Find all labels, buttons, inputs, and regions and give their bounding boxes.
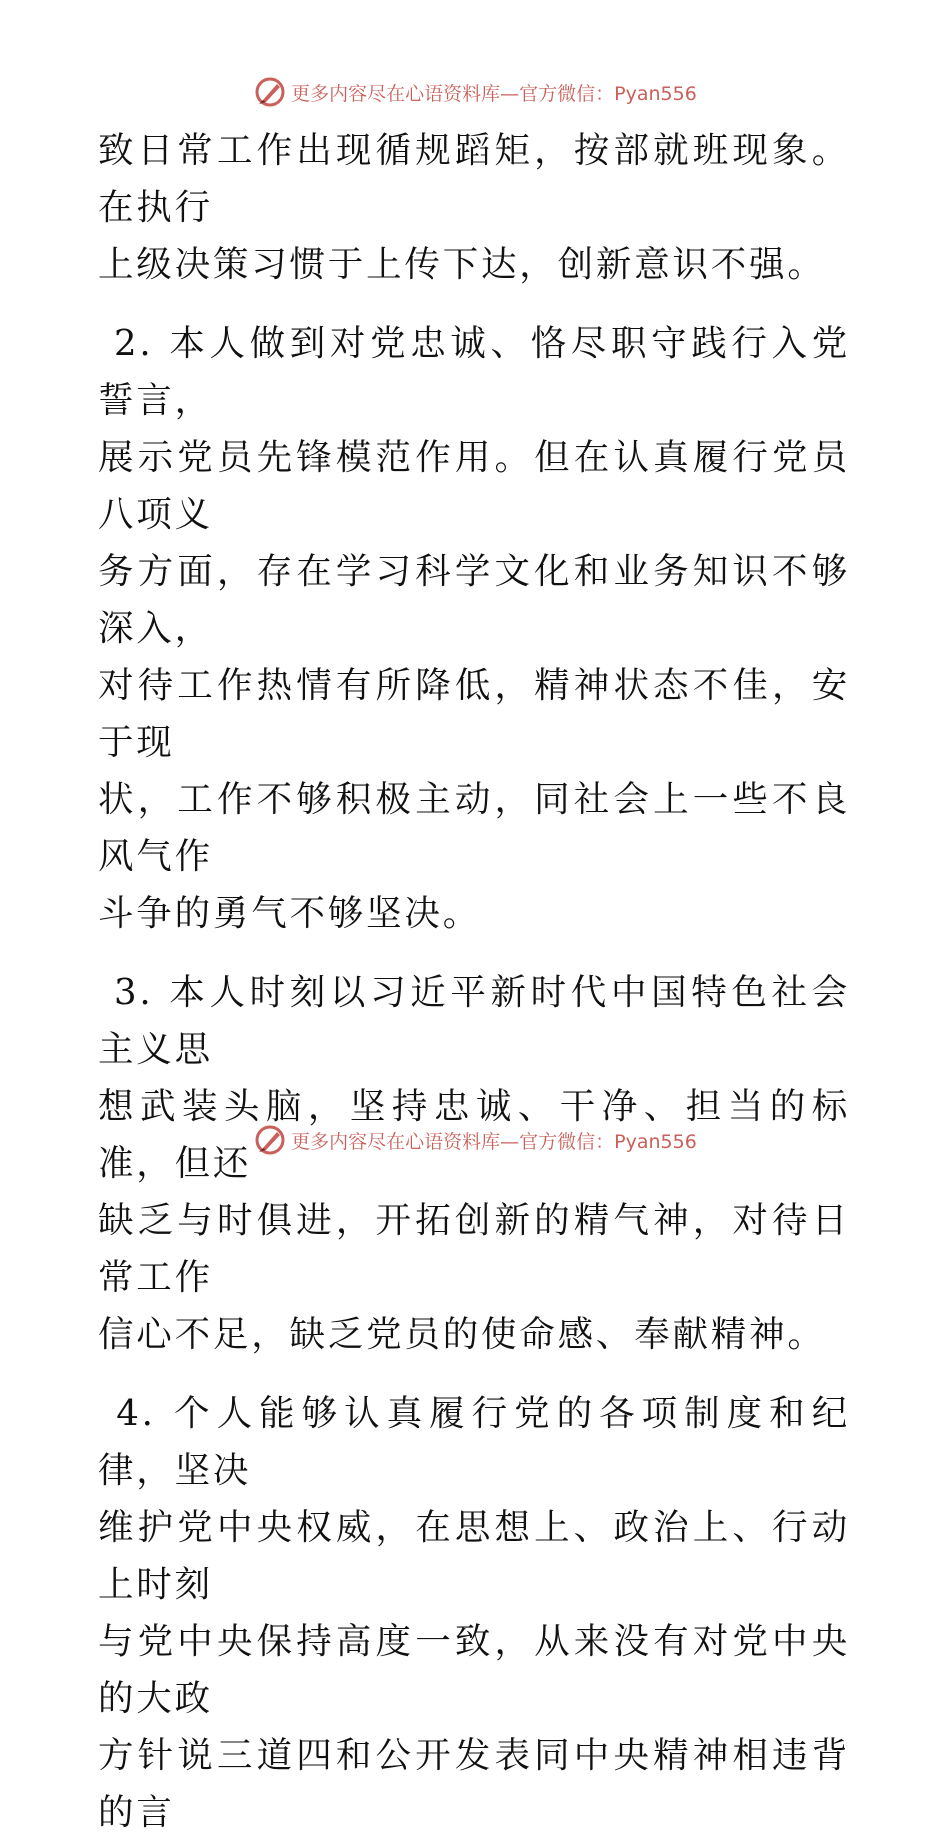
paragraph-line: 上级决策习惯于上传下达，创新意识不强。 — [98, 244, 826, 285]
paragraph-line: 斗争的勇气不够坚决。 — [98, 893, 482, 934]
paragraph-line: 2. 本人做到对党忠诚、恪尽职守践行入党誓言， — [98, 323, 850, 421]
page-header-watermark — [0, 72, 950, 112]
paragraph-line: 想武装头脑，坚持忠诚、干净、担当的标准，但还 — [98, 1086, 850, 1184]
paragraph-1 — [98, 122, 850, 293]
paragraph-line: 状，工作不够积极主动，同社会上一些不良风气作 — [98, 779, 850, 877]
paragraph-line: 缺乏与时俱进，开拓创新的精气神，对待日常工作 — [98, 1200, 850, 1298]
paragraph-line: 与党中央保持高度一致，从来没有对党中央的大政 — [98, 1621, 850, 1719]
paragraph-line: 3. 本人时刻以习近平新时代中国特色社会主义思 — [98, 972, 850, 1070]
paragraph-line: 致日常工作出现循规蹈矩，按部就班现象。在执行 — [98, 130, 850, 228]
paragraph-line: 4. 个人能够认真履行党的各项制度和纪律，坚决 — [98, 1393, 850, 1491]
watermark-main-text: 更多内容尽在心语资料库— — [291, 82, 520, 105]
pen-logo-icon — [253, 75, 287, 109]
paragraph-4 — [98, 1385, 850, 1841]
watermark-wechat-text: 官方微信：Pyan556 — [519, 82, 697, 105]
paragraph-line: 展示党员先锋模范作用。但在认真履行党员八项义 — [98, 437, 850, 535]
pen-logo-icon — [253, 1123, 287, 1157]
paragraph-3 — [98, 964, 850, 1363]
watermark-wechat-text: 官方微信：Pyan556 — [519, 1130, 697, 1153]
paragraph-line: 维护党中央权威，在思想上、政治上、行动上时刻 — [98, 1507, 850, 1605]
paragraph-line: 对待工作热情有所降低，精神状态不佳，安于现 — [98, 665, 850, 763]
document-body — [98, 122, 850, 1841]
page-footer-watermark — [0, 1120, 950, 1160]
paragraph-2 — [98, 315, 850, 942]
paragraph-line: 方针说三道四和公开发表同中央精神相违背的言 — [98, 1735, 850, 1833]
paragraph-line: 信心不足，缺乏党员的使命感、奉献精神。 — [98, 1314, 826, 1355]
watermark-main-text: 更多内容尽在心语资料库— — [291, 1130, 520, 1153]
paragraph-line: 务方面，存在学习科学文化和业务知识不够深入， — [98, 551, 850, 649]
